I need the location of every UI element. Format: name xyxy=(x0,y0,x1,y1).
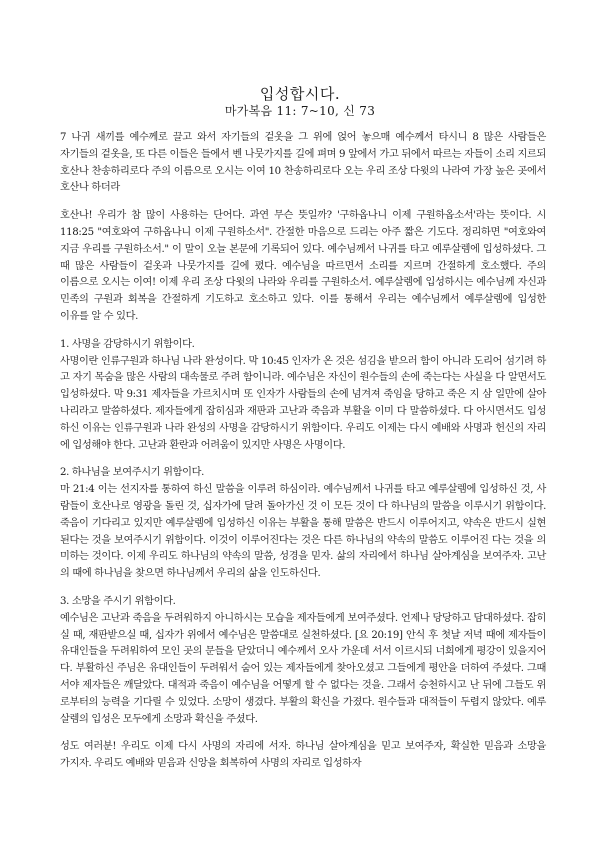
closing-paragraph: 성도 여러분! 우리도 이제 다시 사명의 자리에 서자. 하나님 살아계심을 믿고 보여주자, 확실한 믿음과 소망을 가지자. 우리도 예배와 믿음과 신앙을 회복하여 사명의 자리로 입성하자 xyxy=(60,741,546,770)
section-text: 사명이란 인류구원과 하나님 나라 완성이다. 막 10:45 인자가 온 것은 섬김을 받으러 함이 아니라 도리어 섬기려 하고 자기 목숨을 많은 사람의 대속물로 주려 함이니라. 예수님은 자신이 원수들의 손에 죽는다는 사실을 다 알면서도 입성하셨다. 막 9:31 제자들을 가르치시며 또 인자가 사람들의 손에 넘겨져 죽임을 당하고 죽은 지 삼 일만에 살아나리라고 말씀하셨다. 제자들에게 잡히심과 재판과 고난과 죽음과 부활을 이미 다 말씀하셨다. 다 아시면서도 입성하신 이유는 인류구원과 나라 완성의 사명을 감당하시기 위함이다. 우리도 이제는 다시 예배와 사명과 헌신의 자리에 입성해야 한다. 고난과 환란과 어려움이 있지만 사명은 사명이다. xyxy=(60,355,546,451)
section-heading: 3. 소망을 주시기 위함이다. xyxy=(60,595,176,607)
section-text: 마 21:4 이는 선지자를 통하여 하신 말씀을 이루려 하심이라. 예수님께서 나귀를 타고 예루살렘에 입성하신 것, 사람들이 호산나로 영광을 돌린 것, 십자가에 달려 돌아가신 것 이 모든 것이 다 하나님의 말씀을 이루시기 위함이다. 죽음이 기다리고 있지만 예루살렘에 입성하신 이유는 부활을 통해 말씀은 반드시 이루어지고, 약속은 반드시 실현된다는 것을 보여주시기 위함이다. 이것이 이루어진다는 것은 다른 하나님의 약속의 말씀도 이루어진 다는 것을 의미하는 것이다. 이제 우리도 하나님의 약속의 말씀, 성경을 믿자. 삶의 자리에서 하나님 살아계심을 보여주자. 고난의 때에 하나님을 찾으면 하나님께서 우리의 삶을 인도하신다. xyxy=(60,484,546,580)
sermon-title: 입성합시다. xyxy=(259,85,341,103)
section-hope xyxy=(60,594,546,728)
section-heading: 2. 하나님을 보여주시기 위함이다. xyxy=(60,467,204,479)
section-mission xyxy=(60,337,546,455)
section-heading: 1. 사명을 감당하시기 위함이다. xyxy=(60,338,195,350)
scripture-reference: 마가복음 11: 7~10, 신 73 xyxy=(224,104,376,118)
intro-scripture-text: 7 나귀 새끼를 예수께로 끌고 와서 자기들의 겉옷을 그 위에 얹어 놓으매 예수께서 타시니 8 많은 사람들은 자기들의 겉옷을, 또 다른 이들은 들에서 벤 나뭇가지를 길에 펴며 9 앞에서 가고 뒤에서 따르는 자들이 소리 지르되 호산나 찬송하리로다 주의 이름으로 오시는 이여 10 찬송하리로다 오는 우리 조상 다윗의 나라여 가장 높은 곳에서 호산나 하더라 xyxy=(60,132,546,194)
section-text: 예수님은 고난과 죽음을 두려워하지 아니하시는 모습을 제자들에게 보여주셨다. 언제나 당당하고 담대하셨다. 잡히실 때, 재판받으실 때, 십자가 위에서 예수님은 말씀대로 실천하셨다. [요 20:19] 안식 후 첫날 저녁 때에 제자들이 유대인들을 두려워하여 모인 곳의 문들을 닫았더니 예수께서 오사 가운데 서서 이르시되 너희에게 평강이 있을지어다. 부활하신 주님은 유대인들이 두려워서 숨어 있는 제자들에게 찾아오셨고 그들에게 평안을 더하여 주셨다. 그때서야 제자들은 깨달았다. 대적과 죽음이 예수님을 어떻게 할 수 없다는 것을. 그래서 승천하시고 난 뒤에 그들도 위로부터의 능력을 기다릴 수 있었다. 소망이 생겼다. 부활의 확신을 가졌다. 원수들과 대적들이 두렵지 않았다. 예루살렘의 입성은 모두에게 소망과 확신을 주셨다. xyxy=(60,612,546,725)
paragraph-hosanna: 호산나! 우리가 참 많이 사용하는 단어다. 과연 무슨 뜻일까? '구하옵나니 이제 구원하옵소서'라는 뜻이다. 시 118:25 "여호와여 구하옵나니 이제 구원하소서". 간절한 마음으로 드리는 아주 짧은 기도다. 정리하면 "여호와여 지금 우리를 구원하소서." 이 말이 오늘 본문에 기록되어 있다. 예수님께서 나귀를 타고 예루살렘에 입성하셨다. 그 때 많은 사람들이 겉옷과 나뭇가지를 길에 폈다. 예수님을 따르면서 소리를 지르며 간절하게 호소했다. 주의 이름으로 오시는 이여! 이제 우리 조상 다윗의 나라와 우리를 구원하소서. 예루살렘에 입성하시는 예수님께 자신과 민족의 구원과 회복을 간절하게 기도하고 호소하고 있다. 이를 통해서 우리는 예수님께서 예루살렘에 입성한 이유를 알 수 있다. xyxy=(60,210,546,322)
section-show-god xyxy=(60,465,546,583)
document-body xyxy=(60,130,546,784)
